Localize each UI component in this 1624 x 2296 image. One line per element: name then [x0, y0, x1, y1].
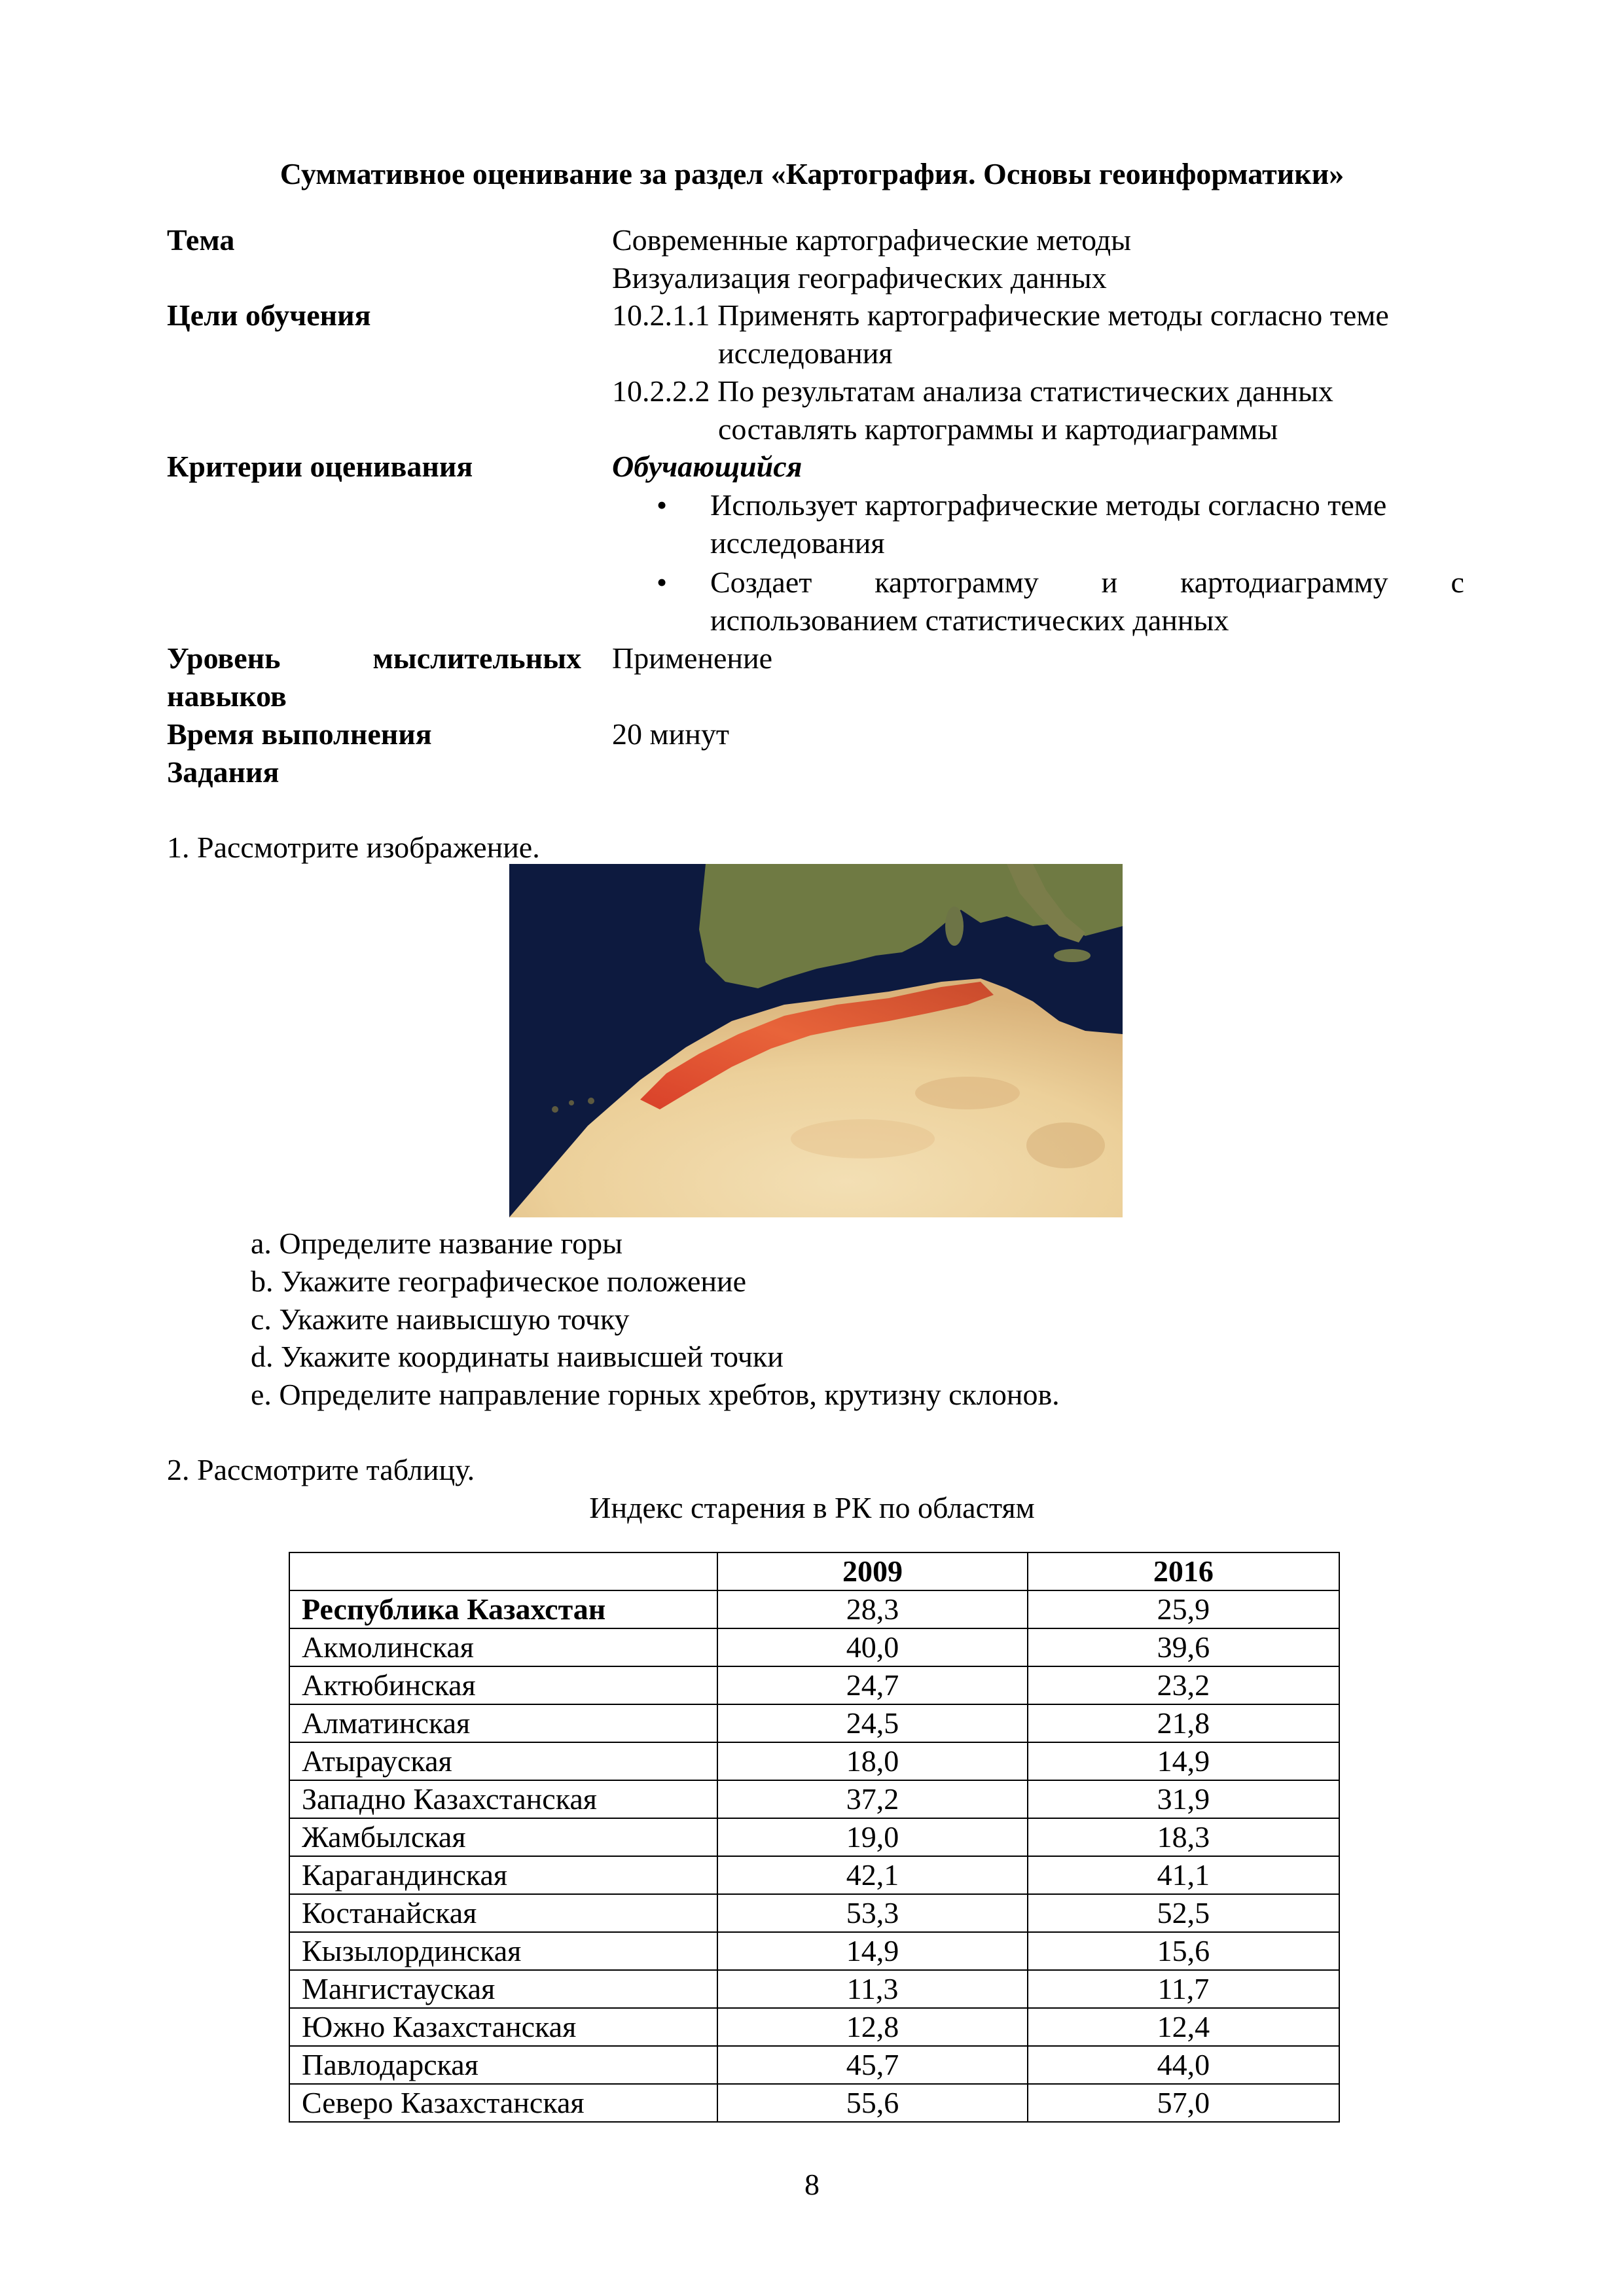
time-label: Время выполнения	[167, 717, 432, 751]
table-row	[289, 2008, 1339, 2046]
value-2016: 31,9	[1028, 1780, 1339, 1818]
sardinia-island	[945, 906, 964, 946]
value-2016: 39,6	[1028, 1628, 1339, 1666]
bullet-2-word: картограмму	[875, 565, 1039, 599]
table-row	[289, 1932, 1339, 1970]
column-header	[289, 1552, 717, 1590]
value-2009: 37,2	[717, 1780, 1027, 1818]
value-2016: 41,1	[1028, 1856, 1339, 1894]
table-row	[289, 1856, 1339, 1894]
value-2009: 42,1	[717, 1856, 1027, 1894]
column-header-2009: 2009	[717, 1552, 1027, 1590]
value-2009: 11,3	[717, 1970, 1027, 2008]
table-row	[289, 1742, 1339, 1780]
task-1-heading: 1. Рассмотрите изображение.	[167, 831, 540, 864]
task-2-heading: 2. Рассмотрите таблицу.	[167, 1453, 475, 1486]
region-name: Карагандинская	[289, 1856, 717, 1894]
time-label-line-2: Задания	[167, 755, 280, 789]
value-2009: 40,0	[717, 1628, 1027, 1666]
value-2009: 45,7	[717, 2046, 1027, 2084]
table-row	[289, 2046, 1339, 2084]
region-name: Павлодарская	[289, 2046, 717, 2084]
learner-heading: Обучающийся	[612, 450, 803, 483]
value-2016: 25,9	[1028, 1590, 1339, 1628]
value-2009: 53,3	[717, 1894, 1027, 1932]
value-2009: 14,9	[717, 1932, 1027, 1970]
value-2016: 18,3	[1028, 1818, 1339, 1856]
bullet-1-line-2: исследования	[710, 526, 885, 560]
value-2016: 15,6	[1028, 1932, 1339, 1970]
sicily-island	[1054, 949, 1091, 962]
region-name: Жамбылская	[289, 1818, 717, 1856]
value-2016: 21,8	[1028, 1704, 1339, 1742]
value-2016: 23,2	[1028, 1666, 1339, 1704]
task-1-item-d: d. Укажите координаты наивысшей точки	[251, 1340, 784, 1373]
topic-line-2: Визуализация географических данных	[612, 261, 1107, 295]
value-2009: 19,0	[717, 1818, 1027, 1856]
task-1-item-a: a. Определите название горы	[251, 1227, 623, 1260]
table-row	[289, 2084, 1339, 2122]
table-row	[289, 1780, 1339, 1818]
value-2009: 55,6	[717, 2084, 1027, 2122]
satellite-map-image	[509, 864, 1123, 1217]
bullet-2-word: и	[1101, 565, 1118, 599]
table-row	[289, 1818, 1339, 1856]
table-row	[289, 1970, 1339, 2008]
task-1-item-b: b. Укажите географическое положение	[251, 1265, 747, 1298]
table-row-total	[289, 1590, 1339, 1628]
table-row	[289, 1628, 1339, 1666]
bullet-2-word: Создает	[710, 565, 812, 599]
value-2016: 12,4	[1028, 2008, 1339, 2046]
value-2009: 12,8	[717, 2008, 1027, 2046]
canary-island	[552, 1106, 558, 1113]
goal-2-line-2: составлять картограммы и картодиаграммы	[718, 412, 1278, 446]
level-label	[167, 639, 581, 677]
value-2016: 44,0	[1028, 2046, 1339, 2084]
region-name: Кызылординская	[289, 1932, 717, 1970]
region-name: Атырауская	[289, 1742, 717, 1780]
value-2016: 57,0	[1028, 2084, 1339, 2122]
bullet-2-word: с	[1451, 565, 1464, 599]
value-2009: 24,7	[717, 1666, 1027, 1704]
criteria-label: Критерии оценивания	[167, 450, 473, 483]
region-name: Акмолинская	[289, 1628, 717, 1666]
region-name: Северо Казахстанская	[289, 2084, 717, 2122]
page-number: 8	[804, 2168, 820, 2201]
goal-2-line-1: 10.2.2.2 По результатам анализа статистических данных	[612, 374, 1333, 408]
region-name: Актюбинская	[289, 1666, 717, 1704]
level-label-line-2: навыков	[167, 679, 287, 713]
bullet-2-line-1	[710, 564, 1464, 601]
table-row	[289, 1666, 1339, 1704]
region-name: Республика Казахстан	[289, 1590, 717, 1628]
value-2016: 14,9	[1028, 1742, 1339, 1780]
topic-label: Тема	[167, 223, 235, 257]
bullet-2-word: картодиаграмму	[1180, 565, 1388, 599]
desert-texture	[791, 1119, 935, 1158]
region-name: Мангистауская	[289, 1970, 717, 2008]
goal-1-line-1: 10.2.1.1 Применять картографические методы согласно теме	[612, 298, 1389, 332]
region-name: Западно Казахстанская	[289, 1780, 717, 1818]
canary-island	[569, 1100, 574, 1105]
level-label-word: мыслительных	[372, 641, 581, 675]
region-name: Южно Казахстанская	[289, 2008, 717, 2046]
task-1-item-c: c. Укажите наивысшую точку	[251, 1302, 630, 1336]
region-name: Алматинская	[289, 1704, 717, 1742]
desert-texture	[1026, 1122, 1105, 1168]
aging-index-table	[289, 1552, 1340, 2123]
value-2009: 18,0	[717, 1742, 1027, 1780]
table-row	[289, 1704, 1339, 1742]
value-2009: 24,5	[717, 1704, 1027, 1742]
bullet-marker-2: •	[657, 565, 668, 599]
level-label-word: Уровень	[167, 641, 281, 675]
value-2016: 11,7	[1028, 1970, 1339, 2008]
level-value: Применение	[612, 641, 773, 675]
page-title: Суммативное оценивание за раздел «Картография. Основы геоинформатики»	[280, 157, 1344, 190]
bullet-2-line-2: использованием статистических данных	[710, 603, 1229, 637]
table-row	[289, 1894, 1339, 1932]
table-header-row	[289, 1552, 1339, 1590]
bullet-marker-1: •	[657, 488, 668, 522]
column-header-2016: 2016	[1028, 1552, 1339, 1590]
time-value: 20 минут	[612, 717, 729, 751]
goals-label: Цели обучения	[167, 298, 371, 332]
table-caption: Индекс старения в РК по областям	[589, 1491, 1035, 1524]
goal-1-line-2: исследования	[718, 336, 893, 370]
value-2016: 52,5	[1028, 1894, 1339, 1932]
canary-island	[588, 1098, 594, 1104]
bullet-1-line-1: Использует картографические методы согласно теме	[710, 488, 1387, 522]
region-name: Костанайская	[289, 1894, 717, 1932]
topic-line-1: Современные картографические методы	[612, 223, 1132, 257]
task-1-item-e: e. Определите направление горных хребтов, крутизну склонов.	[251, 1378, 1060, 1411]
value-2009: 28,3	[717, 1590, 1027, 1628]
desert-texture	[915, 1077, 1020, 1109]
